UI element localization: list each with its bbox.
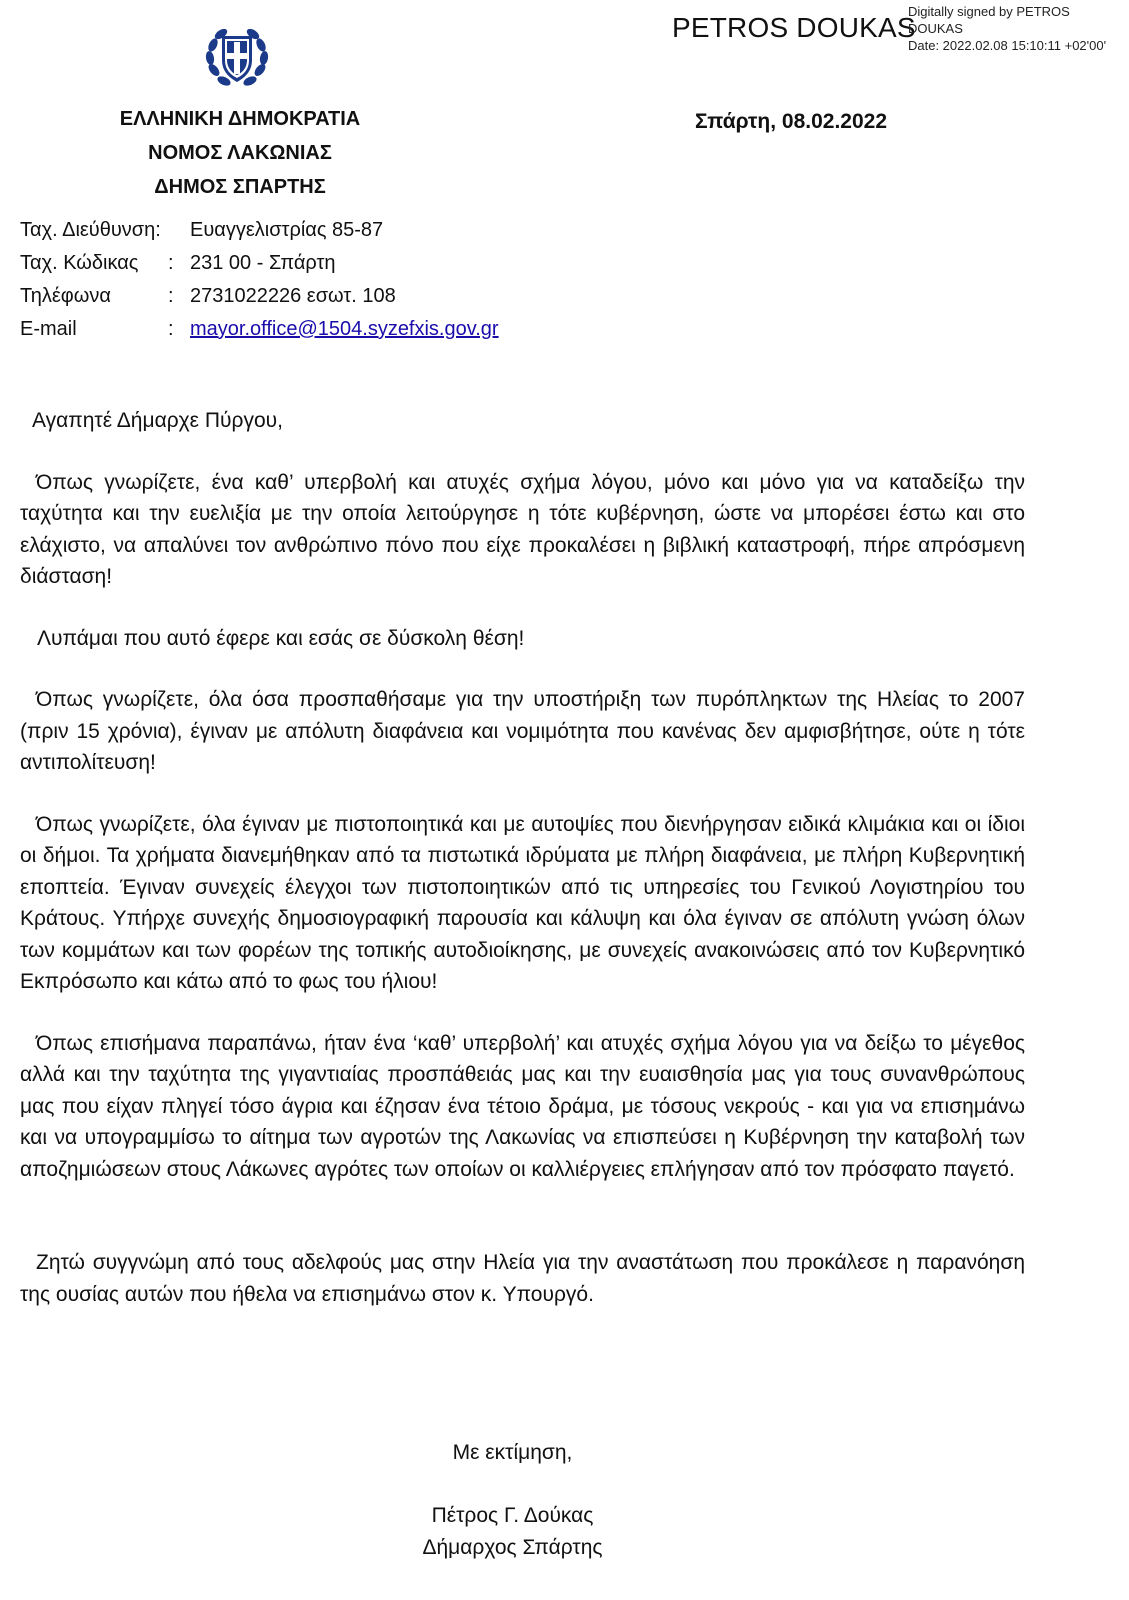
signature-line-2: DOUKAS bbox=[908, 21, 963, 36]
paragraph: Όπως γνωρίζετε, ένα καθ’ υπερβολή και ατυχές σχήμα λόγου, μόνο και μόνο για να καταδείξω την ταχύτητα και την ευελιξία με την οποία λειτούργησε η τότε κυβέρνηση, ώστε να μπορέσει έστω και στο ελάχιστο, να απαλύνει τον ανθρώπινο πόνο που είχε προκαλέσει η βιβλική καταστροφή, πήρε απρόσμενη διάσταση! bbox=[20, 470, 1025, 588]
signature-details bbox=[908, 3, 1106, 54]
letterhead bbox=[60, 102, 420, 204]
contact-colon bbox=[168, 214, 190, 247]
closing-regards: Με εκτίμηση, bbox=[452, 1441, 573, 1464]
signature-name: PETROS DOUKAS bbox=[672, 12, 916, 43]
contact-colon: : bbox=[168, 252, 174, 274]
digital-signature bbox=[672, 0, 1129, 60]
signatory-name: Πέτρος Γ. Δούκας bbox=[431, 1504, 594, 1527]
paragraph: Όπως γνωρίζετε, όλα όσα προσπαθήσαμε για την υποστήριξη των πυρόπληκτων της Ηλείας το 2007 (πριν 15 χρόνια), έγιναν με απόλυτη διαφάνεια και νομιμότητα που κανένας δεν αμφισβήτησε, ούτε η τότε αντιπολίτευση! bbox=[20, 688, 1025, 774]
email-link[interactable]: mayor.office@1504.syzefxis.gov.gr bbox=[190, 318, 499, 340]
contact-row-postcode bbox=[20, 247, 499, 280]
paragraph: Λυπάμαι που αυτό έφερε και εσάς σε δύσκολη θέση! bbox=[37, 626, 525, 650]
greek-coat-of-arms-icon bbox=[200, 20, 274, 94]
letter-body bbox=[20, 405, 1025, 1340]
municipality-heading: ΔΗΜΟΣ ΣΠΑΡΤΗΣ bbox=[154, 176, 326, 198]
signature-line-3: Date: 2022.02.08 15:10:11 +02'00' bbox=[908, 38, 1107, 53]
paragraph: Όπως γνωρίζετε, όλα έγιναν με πιστοποιητικά και με αυτοψίες που διενήργησαν ειδικά κλιμάκια και οι ίδιοι οι δήμοι. Τα χρήματα διανεμήθηκαν από τα πιστωτικά ιδρύματα με πλήρη διαφάνεια, με πλήρη Κυβερνητική εποπτεία. Έγιναν συνεχείς έλεγχοι των πιστοποιητικών από τις υπηρεσίες του Γενικού Λογιστηρίου του Κράτους. Υπήρχε συνεχής δημοσιογραφική παρουσία και κάλυψη και όλα έγιναν σε απόλυτη γνώση όλων των κομμάτων και των φορέων της τοπικής αυτοδιοίκησης, με συνεχείς ανακοινώσεις από τον Κυβερνητικό Εκπρόσωπο και κάτω από το φως του ήλιου! bbox=[20, 812, 1025, 993]
salutation: Αγαπητέ Δήμαρχε Πύργου, bbox=[32, 409, 283, 432]
contact-label: E-mail bbox=[20, 318, 77, 340]
contact-colon: : bbox=[168, 318, 174, 340]
contact-row-address bbox=[20, 214, 499, 247]
contact-value: 2731022226 εσωτ. 108 bbox=[190, 285, 396, 307]
contact-label: Τηλέφωνα bbox=[20, 285, 111, 307]
contact-value: 231 00 - Σπάρτη bbox=[190, 252, 336, 274]
paragraph: Ζητώ συγγνώμη από τους αδελφούς μας στην Ηλεία για την αναστάτωση που προκάλεσε η παρανόηση της ουσίας αυτών που ήθελα να επισημάνω στον κ. Υπουργό. bbox=[20, 1251, 1025, 1306]
signature-line-1: Digitally signed by PETROS bbox=[908, 4, 1070, 19]
republic-heading: ΕΛΛΗΝΙΚΗ ΔΗΜΟΚΡΑΤΙΑ bbox=[119, 108, 361, 130]
contact-label: Ταχ. Κώδικας bbox=[20, 252, 139, 274]
signatory-title: Δήμαρχος Σπάρτης bbox=[422, 1536, 603, 1559]
letter-date: Σπάρτη, 08.02.2022 bbox=[695, 110, 888, 133]
contact-row-email bbox=[20, 313, 499, 346]
contact-value: Ευαγγελιστρίας 85-87 bbox=[190, 219, 384, 241]
contact-label: Ταχ. Διεύθυνση: bbox=[20, 219, 161, 241]
contact-row-phone bbox=[20, 280, 499, 313]
prefecture-heading: ΝΟΜΟΣ ΛΑΚΩΝΙΑΣ bbox=[148, 142, 332, 164]
paragraph: Όπως επισήμανα παραπάνω, ήταν ένα ‘καθ’ υπερβολή’ και ατυχές σχήμα λόγου για να δείξω το μέγεθος αλλά και την ταχύτητα της γιγαντιαίας προσπάθειάς μας και την ευαισθησία μας για τους συνανθρώπους μας που είχαν πληγεί τόσο άγρια και έζησαν ένα τέτοιο δράμα, με τόσους νεκρούς - και για να επισημάνω και να υπογραμμίσω το αίτημα των αγροτών της Λακωνίας να επισπεύσει η Κυβέρνηση την καταβολή των αποζημιώσεων στους Λάκωνες αγρότες των οποίων οι καλλιέργειες επλήγησαν από τον πρόσφατο παγετό. bbox=[20, 1031, 1025, 1181]
contact-details bbox=[20, 214, 499, 346]
contact-colon: : bbox=[168, 285, 174, 307]
